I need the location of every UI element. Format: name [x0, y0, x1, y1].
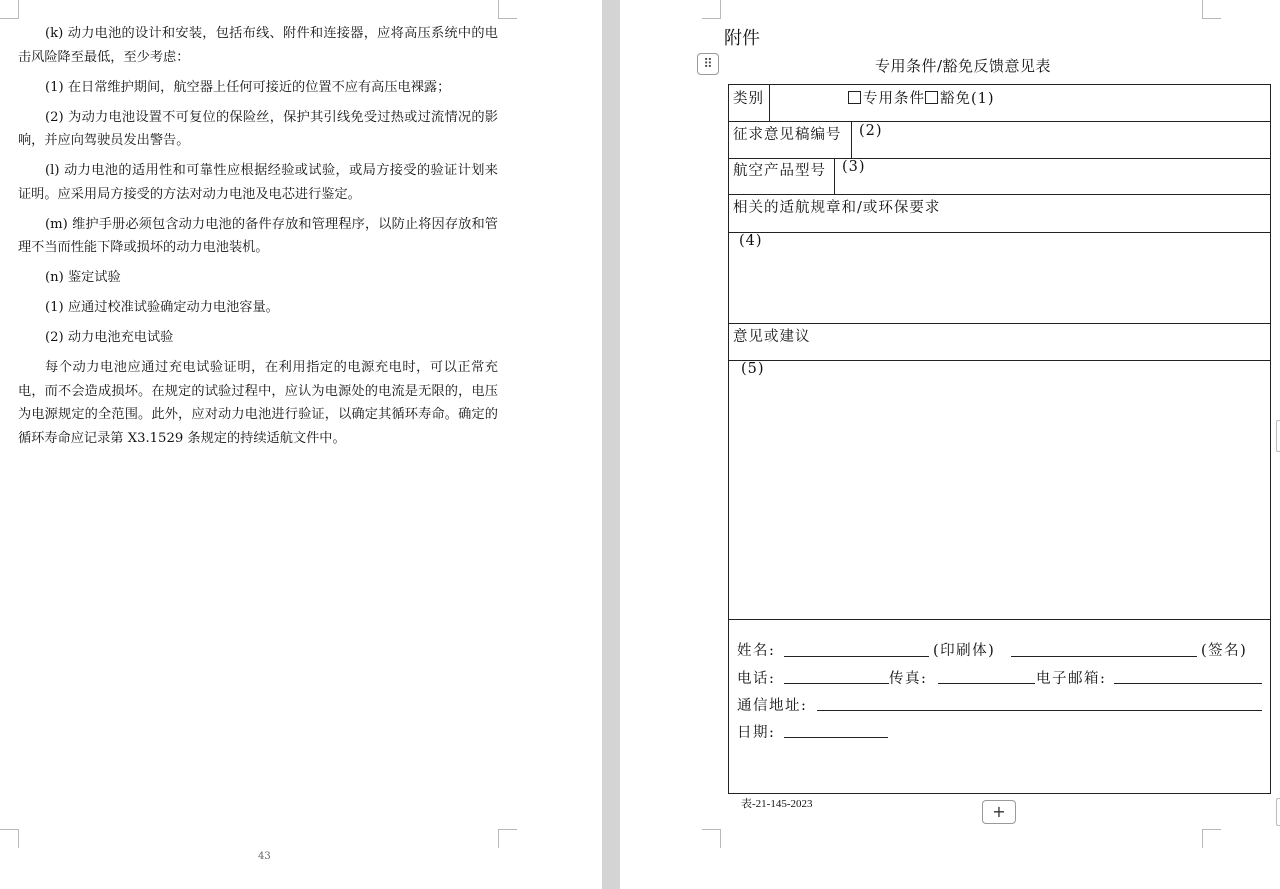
phone-label: 电话: [737, 671, 776, 687]
paragraph-k2: (2) 为动力电池设置不可复位的保险丝，保护其引线免受过热或过流情况的影响，并应向驾驶员发出警告。 [18, 109, 498, 148]
paragraph-m: (m) 维护手册必须包含动力电池的备件存放和管理程序，以防止将因存放和管理不当而性能下降或损坏的动力电池装机。 [18, 216, 498, 255]
attachment-label: 附件 [724, 28, 760, 49]
email-label: 电子邮箱: [1036, 671, 1107, 687]
paragraph-k: (k) 动力电池的设计和安装，包括布线、附件和连接器，应将高压系统中的电击风险降至最低，至少考虑： [18, 26, 498, 65]
paragraph-charge-test: 每个动力电池应通过充电试验证明，在利用指定的电源充电时，可以正常充电，而不会造成损坏。在规定的试验过程中，应认为电源处的电流是无限的，电压为电源规定的全范围。此外，应对动力电池进行验证，以确定其循环寿命。确定的循环寿命应记录第 X3.1529 条规定的持续适航文件中。 [18, 360, 498, 446]
exemption-option: 豁免 [940, 91, 971, 107]
exemption-checkbox[interactable] [925, 91, 938, 104]
regulations-label: 相关的适航规章和/或环保要求 [733, 200, 941, 216]
form-title: 专用条件/豁免反馈意见表 [874, 57, 1052, 75]
form-code: 表-21-145-2023 [741, 798, 813, 810]
paragraph-n: (n) 鉴定试验 [45, 270, 121, 285]
crop-mark [0, 0, 19, 19]
row-divider [729, 194, 1270, 195]
paragraph-k1: (1) 在日常维护期间，航空器上任何可接近的位置不应有高压电裸露； [45, 79, 451, 95]
special-conditions-checkbox[interactable] [848, 91, 861, 104]
address-line[interactable] [817, 710, 1262, 711]
crop-mark [1202, 829, 1221, 848]
column-divider [769, 85, 770, 121]
signature-line[interactable] [1011, 656, 1197, 657]
product-model-label: 航空产品型号 [733, 163, 826, 179]
crop-mark [498, 829, 517, 848]
crop-mark [702, 0, 721, 19]
date-label: 日期: [737, 725, 776, 741]
row-divider [729, 360, 1270, 361]
name-label: 姓名: [737, 643, 776, 659]
paragraph-n1: (1) 应通过校准试验确定动力电池容量。 [45, 300, 279, 315]
draft-number-label: 征求意见稿编号 [733, 127, 842, 143]
column-divider [851, 121, 852, 158]
comments-field[interactable]: (5) [741, 361, 765, 377]
category-label: 类别 [733, 91, 764, 107]
draft-number-field[interactable]: (2) [859, 123, 883, 139]
special-conditions-option: 专用条件 [863, 91, 925, 107]
table-move-handle-icon[interactable]: ⠿ [697, 53, 719, 75]
category-options [848, 87, 995, 108]
product-model-field[interactable]: (3) [842, 159, 866, 175]
page-number: 43 [258, 851, 271, 862]
email-line[interactable] [1114, 683, 1262, 684]
add-row-icon[interactable]: + [982, 800, 1016, 824]
column-divider [834, 158, 835, 194]
body-text [18, 22, 498, 457]
crop-mark [0, 829, 19, 848]
sign-label: (签名) [1201, 643, 1248, 659]
regulations-field[interactable]: (4) [739, 233, 763, 249]
phone-line[interactable] [784, 683, 889, 684]
row-divider [729, 323, 1270, 324]
feedback-form-table [728, 84, 1271, 794]
fax-line[interactable] [938, 683, 1035, 684]
document-page-left [0, 0, 602, 889]
comments-label: 意见或建议 [733, 329, 811, 345]
crop-mark [498, 0, 517, 19]
crop-mark [702, 829, 721, 848]
date-line[interactable] [784, 737, 888, 738]
address-label: 通信地址: [737, 698, 808, 714]
scrollbar-thumb[interactable] [1276, 798, 1280, 826]
fax-label: 传真: [889, 671, 928, 687]
name-print-line[interactable] [784, 656, 929, 657]
paragraph-n2: (2) 动力电池充电试验 [45, 330, 174, 345]
paragraph-l: (l) 动力电池的适用性和可靠性应根据经验或试验，或局方接受的验证计划来证明。应采用局方接受的方法对动力电池及电芯进行鉴定。 [18, 163, 498, 202]
page-gutter [602, 0, 620, 889]
category-note: (1) [971, 91, 995, 107]
crop-mark [1202, 0, 1221, 19]
row-divider [729, 121, 1270, 122]
scrollbar-thumb[interactable] [1276, 420, 1280, 452]
print-label: (印刷体) [933, 643, 996, 659]
row-divider [729, 619, 1270, 620]
row-divider [729, 232, 1270, 233]
